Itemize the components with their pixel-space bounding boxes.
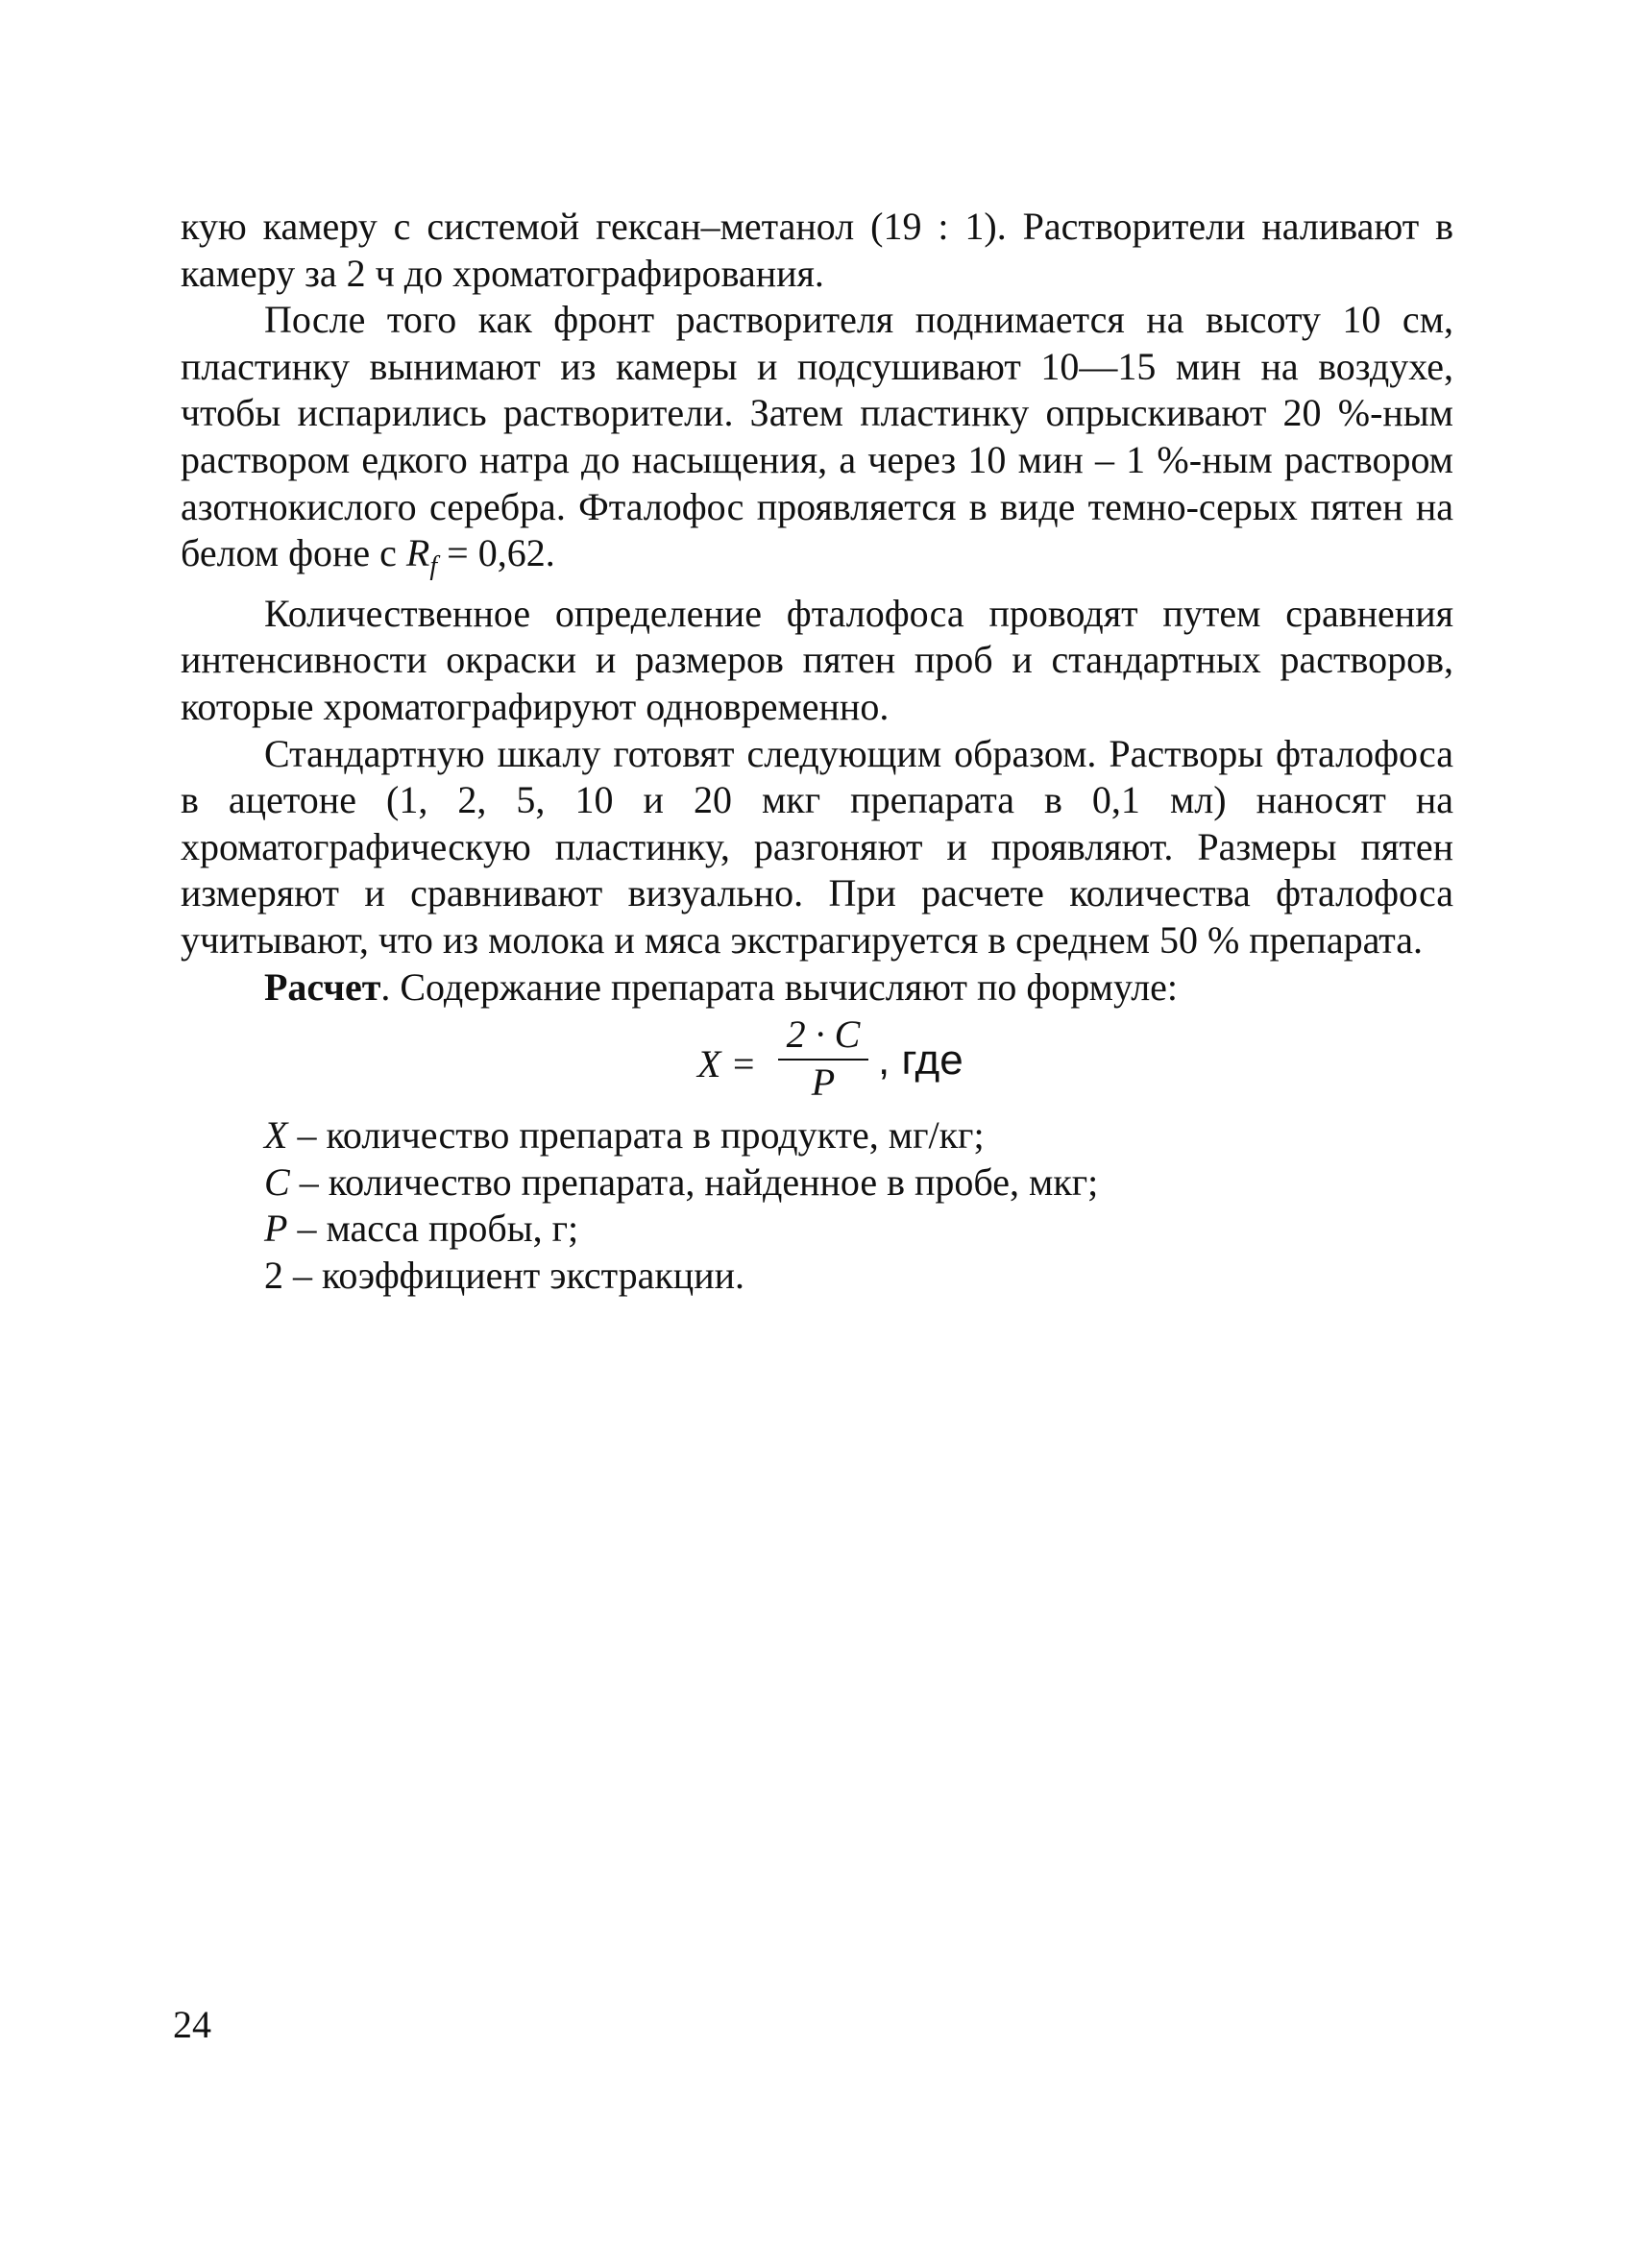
paragraph-quantitative [181,591,1453,731]
paragraph-3-text: Количественное определение фталофоса проводят путем сравнения интенсивности окраски и размеров пятен проб и стандартных растворов, которые хроматографируют одновременно. [181,591,1453,728]
definition-2 [264,1253,1453,1300]
definition-text: – коэффициент экстракции. [283,1253,745,1297]
definition-c [264,1159,1453,1207]
definition-symbol: C [264,1159,290,1204]
rf-subscript: f [429,551,438,582]
definition-text: – масса пробы, г; [287,1207,579,1251]
definition-symbol: P [264,1207,288,1251]
paragraph-4-text: Стандартную шкалу готовят следующим образом. Растворы фталофоса в ацетоне (1, 2, 5, 10 и 20 мкг препарата в 0,1 мл) наносят на хроматографическую пластинку, разгоняют и проявляют. Размеры пятен измеряют и сравнивают визуально. При расчете количества фталофоса учитывают, что из молока и мяса экстрагируется в среднем 50 % препарата. [181,731,1453,962]
main-text [181,204,1453,1299]
definition-text: – количество препарата, найденное в пробе, мкг; [289,1159,1099,1204]
formula-fraction [774,1012,872,1105]
formula-lhs: X = [697,1042,757,1086]
formula-tail: , где [878,1036,963,1085]
rf-symbol: R [405,531,430,575]
formula-numerator: 2 · C [786,1012,861,1057]
paragraph-standard-scale [181,731,1453,964]
definition-p [264,1206,1453,1253]
definition-text: – количество препарата в продукте, мг/кг; [287,1113,985,1158]
formula [181,1012,1453,1112]
paragraph-1-text: кую камеру с системой гексан–метанол (19 : 1). Растворители наливают в камеру за 2 ч до хроматографирования. [181,205,1453,295]
definition-symbol: 2 [264,1253,283,1297]
calculation-heading: Расчет [264,964,381,1009]
formula-denominator: P [811,1061,836,1105]
rf-value: = 0,62. [437,531,555,575]
paragraph-calculation [181,964,1453,1012]
calculation-intro: . Содержание препарата вычисляют по формуле: [380,964,1179,1009]
paragraph-2-text: После того как фронт растворителя поднимается на высоту 10 см, пластинку вынимают из камеры и подсушивают 10—15 мин на воздухе, чтобы испарились растворители. Затем пластинку опрыскивают 20 %-ным раствором едкого натра до насыщения, а через 10 мин – 1 %-ным раствором азотнокислого серебра. Фталофос проявляется в виде темно-серых пятен на белом фоне с [181,298,1453,575]
page-number: 24 [173,2003,211,2046]
definitions-list [181,1112,1453,1299]
paragraph-continuation [181,204,1453,297]
definition-x [264,1112,1453,1159]
paragraph-solvent-front [181,297,1453,591]
definition-symbol: X [264,1113,288,1158]
